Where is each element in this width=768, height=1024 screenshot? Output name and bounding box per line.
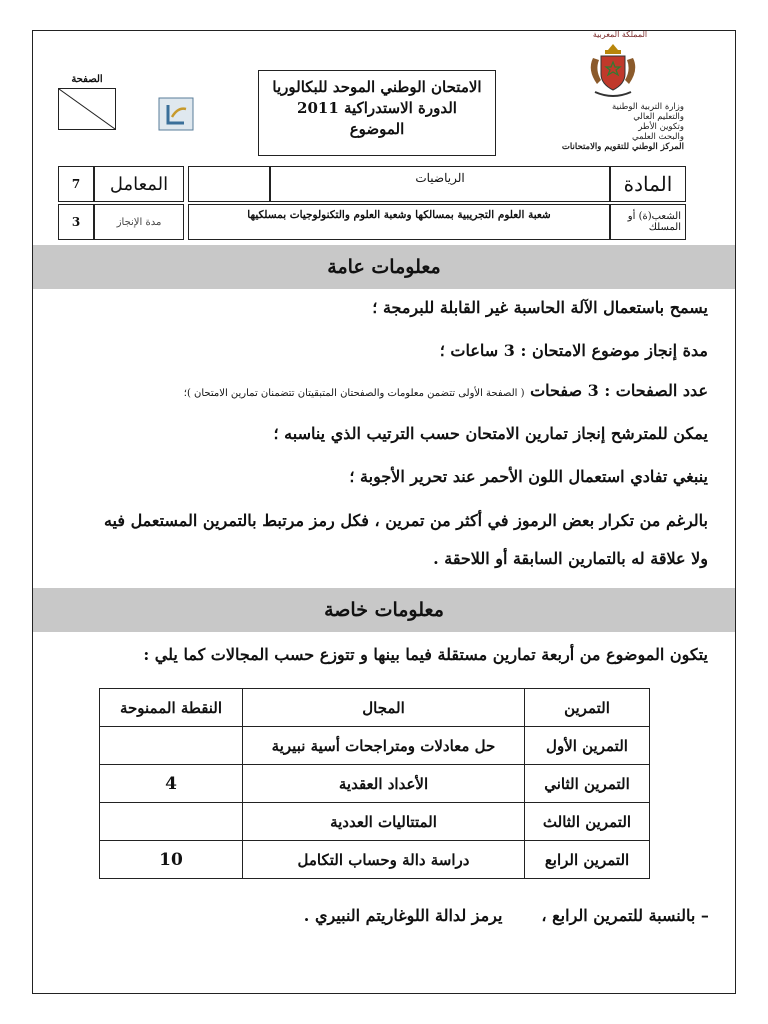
general-info-line (184, 381, 708, 400)
table-cell: الأعداد العقدية (243, 765, 525, 803)
table-row (100, 841, 650, 879)
general-info-text: بالرغم من تكرار بعض الرموز في أكثر من تمرين ، فكل رمز مرتبط بالتمرين المستعمل فيه (103, 511, 708, 530)
table-cell: التمرين الرابع (525, 841, 650, 879)
general-info-text: يسمح باستعمال الآلة الحاسبة غير القابلة للبرمجة ؛ (372, 298, 708, 317)
branch-label-cell (610, 204, 686, 240)
general-info-line (349, 467, 708, 486)
specific-info-header (33, 588, 735, 632)
ministry-line: وزارة التربية الوطنية (611, 102, 684, 112)
subject-value-cell (270, 166, 610, 202)
table-row (100, 727, 650, 765)
pages-note: ( الصفحة الأولى تتضمن معلومات والصفحتان المتبقيتان تتضمنان تمارين الامتحان )؛ (183, 388, 525, 399)
page-label: الصفحة (71, 74, 103, 85)
table-cell: التمرين الثالث (525, 803, 650, 841)
blank-cell (188, 166, 270, 202)
general-info-line (440, 341, 708, 360)
table-cell: حل معادلات ومتراجحات أسية نبيرية (243, 727, 525, 765)
duration-value-cell (58, 204, 94, 240)
ministry-line: والبحث العلمي (631, 132, 684, 142)
coat-of-arms-icon (585, 42, 641, 100)
subject-value: الرياضيات (415, 171, 465, 185)
general-info-line (433, 549, 708, 568)
exam-title-box (258, 70, 496, 156)
coef-label: المعامل (109, 173, 169, 195)
table-cell: 10 (100, 841, 243, 879)
table-cell: التمرين الثاني (525, 765, 650, 803)
table-header: المجال (243, 689, 525, 727)
exam-session: الدورة الاستدراكية 2011 (297, 99, 457, 117)
table-cell: المتتاليات العددية (243, 803, 525, 841)
table-header: التمرين (525, 689, 650, 727)
table-header-row (100, 689, 650, 727)
exercises-table (99, 688, 650, 879)
general-info-text: ينبغي تفادي استعمال اللون الأحمر عند تحرير الأجوبة ؛ (349, 467, 708, 486)
duration-label: مدة الإنجاز (116, 216, 162, 228)
general-info-header (33, 245, 735, 289)
table-cell: التمرين الأول (525, 727, 650, 765)
table-header: النقطة الممنوحة (100, 689, 243, 727)
general-info-line (372, 298, 708, 317)
duration-label-cell (94, 204, 184, 240)
general-info-text: ولا علاقة له بالتمارين السابقة أو اللاحقة . (433, 549, 708, 568)
general-info-text: يمكن للمترشح إنجاز تمارين الامتحان حسب الترتيب الذي يناسبه ؛ (273, 424, 708, 443)
ministry-line: والتعليم العالي (633, 112, 684, 122)
page-number-box (58, 88, 116, 130)
coef-value: 7 (71, 177, 81, 191)
general-info-line (274, 424, 709, 443)
subject-label-cell (610, 166, 686, 202)
general-info-title: معلومات عامة (327, 256, 441, 278)
footnote (304, 887, 720, 925)
exam-subject-label: الموضوع (349, 120, 405, 138)
branch-value-cell (188, 204, 610, 240)
ministry-block (546, 102, 684, 152)
table-cell (100, 803, 243, 841)
ministry-line: المركز الوطني للتقويم والامتحانات (561, 142, 684, 152)
general-info-line (104, 511, 708, 530)
exam-center-logo-icon (158, 97, 194, 131)
specific-info-title: معلومات خاصة (324, 599, 444, 621)
subject-label: المادة (623, 172, 673, 196)
coef-value-cell (58, 166, 94, 202)
general-info-text: عدد الصفحات : 3 صفحات (530, 381, 708, 400)
table-row (100, 803, 650, 841)
table-row (100, 765, 650, 803)
coef-label-cell (94, 166, 184, 202)
branch-value: شعبة العلوم التجريبية بمسالكها وشعبة العلوم والتكنولوجيات بمسلكيها (247, 209, 551, 221)
ministry-line: وتكوين الأطر (638, 122, 684, 132)
kingdom-label: المملكة المغربية (592, 30, 648, 39)
general-info-text: مدة إنجاز موضوع الامتحان : 3 ساعات ؛ (439, 341, 708, 360)
branch-label: الشعب(ة) أو المسلك (627, 211, 681, 233)
footnote-text: – بالنسبة للتمرين الرابع ، يرمز لدالة اللوغاريتم النبيري . (303, 906, 709, 925)
specific-info-intro (143, 645, 708, 664)
specific-info-intro-text: يتكون الموضوع من أربعة تمارين مستقلة فيما بينها و تتوزع حسب المجالات كما يلي : (143, 645, 708, 664)
table-cell: دراسة دالة وحساب التكامل (243, 841, 525, 879)
exam-title: الامتحان الوطني الموحد للبكالوريا (272, 78, 482, 96)
duration-value: 3 (71, 215, 81, 229)
table-cell: 4 (100, 765, 243, 803)
table-cell (100, 727, 243, 765)
